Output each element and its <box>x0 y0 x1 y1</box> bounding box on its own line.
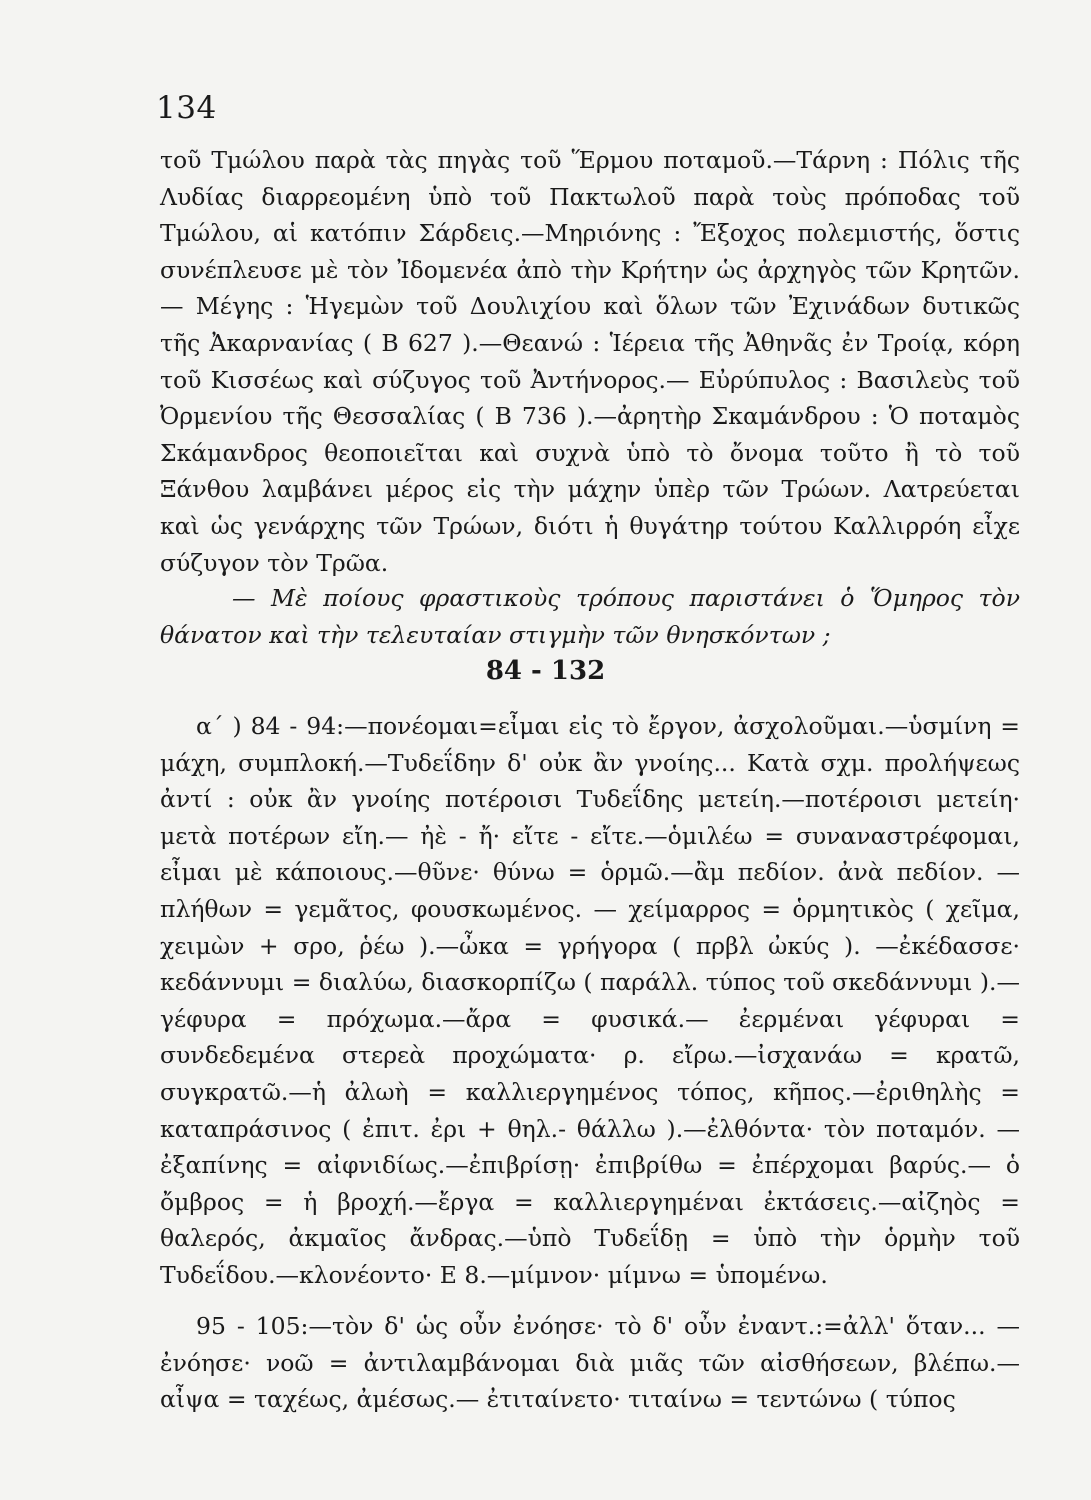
page-number: 134 <box>156 90 217 126</box>
study-question <box>160 580 1020 653</box>
paragraph-text: 95 - 105:—τὸν δ' ὡς οὖν ἐνόησε· τὸ δ' οὖν ἐναντ.:=ἀλλ' ὅταν... —ἐνόησε· νοῶ = ἀντιλαμβάνομαι διὰ μιᾶς τῶν αἰσθήσεων, βλέπω.— αἶψα = ταχέως, ἀμέσως.— ἐτιταίνετο· τιταίνω = τεντώνω ( τύπος <box>160 1312 1020 1414</box>
section-heading: 84 - 132 <box>485 656 606 686</box>
commentary-paragraph-1 <box>160 142 1020 581</box>
commentary-paragraph-2 <box>160 708 1020 1294</box>
paragraph-text: τοῦ Τμώλου παρὰ τὰς πηγὰς τοῦ Ἕρμου ποταμοῦ.—Τάρνη : Πόλις τῆς Λυδίας διαρρεομένη ὑπὸ τοῦ Πακτωλοῦ παρὰ τοὺς πρόποδας τοῦ Τμώλου, αἱ κατόπιν Σάρδεις.—Μηριόνης : Ἔξοχος πολεμιστής, ὅστις συνέπλευσε μὲ τὸν Ἰδομενέα ἀπὸ τὴν Κρήτην ὡς ἀρχηγὸς τῶν Κρητῶν.— Μέγης : Ἡγεμὼν τοῦ Δουλιχίου καὶ ὅλων τῶν Ἐχινάδων δυτικῶς τῆς Ἀκαρνανίας ( Β 627 ).—Θεανώ : Ἱέρεια τῆς Ἀθηνᾶς ἐν Τροίᾳ, κόρη τοῦ Κισσέως καὶ σύζυγος τοῦ Ἀντήνορος.— Εὐρύπυλος : Βασιλεὺς τοῦ Ὀρμενίου τῆς Θεσσαλίας ( Β 736 ).—ἀρητὴρ Σκαμάνδρου : Ὁ ποταμὸς Σκάμανδρος θεοποιεῖται καὶ συχνὰ ὑπὸ τὸ ὄνομα τοῦτο ἢ τὸ τοῦ Ξάνθου λαμβάνει μέρος εἰς τὴν μάχην ὑπὲρ τῶν Τρώων. Λατρεύεται καὶ ὡς γενάρχης τῶν Τρώων, διότι ἡ θυγάτηρ τούτου Καλλιρρόη εἶχε σύζυγον τὸν Τρῶα. <box>160 146 1020 577</box>
commentary-paragraph-3 <box>160 1308 1020 1418</box>
question-text: — Μὲ ποίους φραστικοὺς τρόπους παριστάνει ὁ Ὅμηρος τὸν θάνατον καὶ τὴν τελευταίαν στιγμὴν τῶν θνησκόντων ; <box>160 584 1020 649</box>
paragraph-text: α΄ ) 84 - 94:—πονέομαι=εἶμαι εἰς τὸ ἔργον, ἀσχολοῦμαι.—ὑσμίνη = μάχη, συμπλοκή.—Τυδεΐδην δ' οὐκ ἂν γνοίης... Κατὰ σχμ. προλήψεως ἀντί : οὐκ ἂν γνοίης ποτέροισι Τυδεΐδης μετείη.—ποτέροισι μετείη· μετὰ ποτέρων εἴη.— ἠὲ - ἤ· εἴτε - εἴτε.—ὁμιλέω = συναναστρέφομαι, εἶμαι μὲ κάποιους.—θῦνε· θύνω = ὁρμῶ.—ἂμ πεδίον. ἀνὰ πεδίον. — πλήθων = γεμᾶτος, φουσκωμένος. — χείμαρρος = ὁρμητικὸς ( χεῖμα, χειμὼν + σρο, ῥέω ).—ὦκα = γρήγορα ( πρβλ ὠκύς ). —ἐκέδασσε· κεδάννυμι = διαλύω, διασκορπίζω ( παράλλ. τύπος τοῦ σκεδάννυμι ).— γέφυρα = πρόχωμα.—ἄρα = φυσικά.— ἐερμέναι γέφυραι = συνδεδεμένα στερεὰ προχώματα· ρ. εἴρω.—ἰσχανάω = κρατῶ, συγκρατῶ.—ἡ ἀλωὴ = καλλιεργημένος τόπος, κῆπος.—ἐριθηλὴς = καταπράσινος ( ἐπιτ. ἐρι + θηλ.- θάλλω ).—ἐλθόντα· τὸν ποταμόν. —ἐξαπίνης = αἰφνιδίως.—ἐπιβρίσῃ· ἐπιβρίθω = ἐπέρχομαι βαρύς.— ὁ ὄμβρος = ἡ βροχή.—ἔργα = καλλιεργημέναι ἐκτάσεις.—αἰζηὸς = θαλερός, ἀκμαῖος ἄνδρας.—ὑπὸ Τυδεΐδῃ = ὑπὸ τὴν ὁρμὴν τοῦ Τυδεΐδου.—κλονέοντο· Ε 8.—μίμνον· μίμνω = ὑπομένω. <box>160 712 1020 1289</box>
